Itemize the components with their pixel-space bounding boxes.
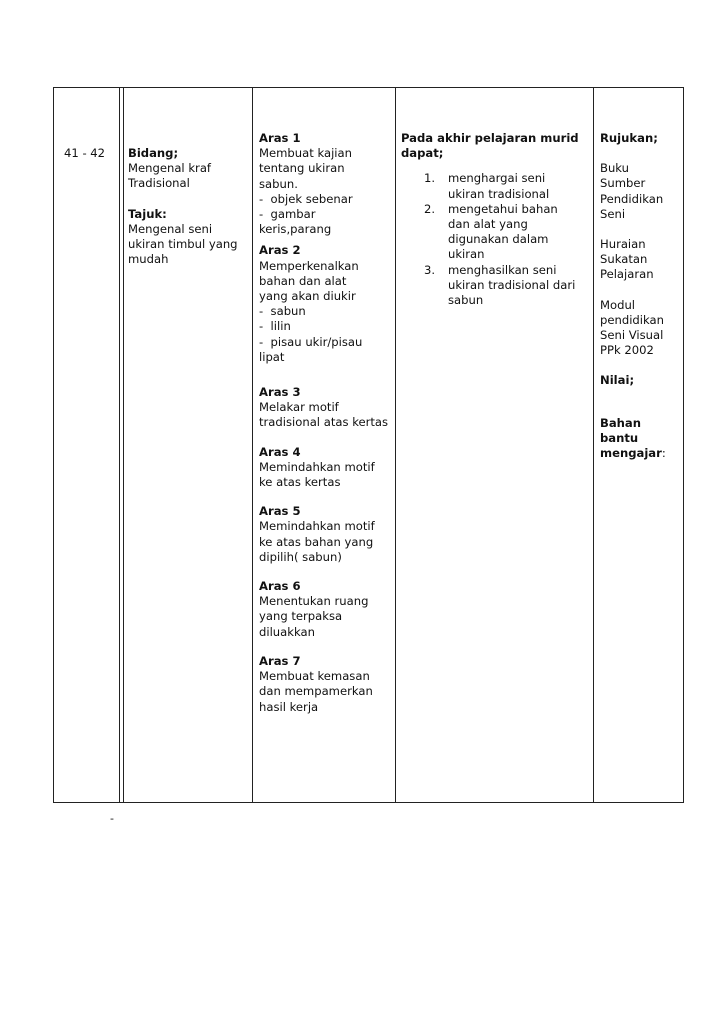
table-bottom-border: [53, 802, 684, 803]
list-line: mengetahui bahan: [448, 201, 558, 216]
nilai-label: Nilai;: [600, 373, 635, 388]
reference-line: Seni Visual: [600, 328, 664, 343]
reference-line: Huraian: [600, 237, 646, 252]
level-label: Aras 3: [259, 385, 301, 400]
level-line: dan mempamerkan: [259, 684, 373, 699]
list-number: 3.: [424, 262, 436, 277]
level-line: Menentukan ruang: [259, 594, 369, 609]
reference-line: PPk 2002: [600, 343, 654, 358]
level-line: Memindahkan motif: [259, 459, 375, 474]
bahan-label: bantu: [600, 430, 639, 445]
bidang-line: Tradisional: [128, 176, 190, 191]
level-block-6: [259, 579, 393, 640]
list-line: dan alat yang: [448, 217, 528, 232]
level-block-1: [259, 131, 393, 237]
level-line: Memindahkan motif: [259, 519, 375, 534]
level-block-5: [259, 504, 393, 565]
level-line: Melakar motif: [259, 400, 339, 415]
level-line: Memperkenalkan: [259, 258, 359, 273]
bidang-line: Mengenal kraf: [128, 161, 212, 176]
reference-line: Seni: [600, 206, 626, 221]
list-line: menghasilkan seni: [448, 262, 557, 277]
level-line: yang terpaksa: [259, 609, 343, 624]
table-right-border: [683, 87, 684, 803]
reference-line: pendidikan: [600, 312, 664, 327]
rujukan-label: Rujukan;: [600, 131, 658, 145]
level-label: Aras 1: [259, 131, 301, 145]
level-line: dipilih( sabun): [259, 549, 342, 564]
column-divider-4: [593, 87, 594, 803]
level-line: sabun.: [259, 176, 298, 191]
table-left-border: [53, 87, 54, 803]
list-item: [401, 263, 591, 309]
reference-line: Pelajaran: [600, 267, 654, 282]
objectives-intro: dapat;: [401, 146, 444, 161]
level-line: - gambar: [259, 207, 316, 222]
level-line: tradisional atas kertas: [259, 415, 389, 430]
reference-line: Sumber: [600, 176, 646, 191]
level-block-7: [259, 654, 393, 715]
level-line: - sabun: [259, 304, 306, 319]
level-label: Aras 7: [259, 653, 301, 668]
list-line: ukiran tradisional: [448, 186, 550, 201]
week-number: 41 - 42: [64, 146, 106, 160]
list-number: 2.: [424, 201, 436, 216]
column-divider-3: [395, 87, 396, 803]
list-item: [401, 202, 591, 263]
level-line: yang akan diukir: [259, 289, 356, 304]
lesson-plan-table: [53, 87, 684, 803]
tajuk-line: mudah: [128, 252, 169, 267]
list-line: sabun: [448, 293, 484, 308]
column-divider-1: [119, 87, 124, 803]
bahan-label: mengajar: [600, 446, 662, 461]
topic-cell: [128, 146, 250, 267]
level-line: - lilin: [259, 319, 291, 334]
level-line: tentang ukiran: [259, 161, 345, 176]
list-line: ukiran tradisional dari: [448, 277, 576, 292]
footer-mark: -: [110, 812, 114, 825]
level-line: - objek sebenar: [259, 191, 353, 206]
bahan-colon: :: [661, 446, 666, 461]
level-block-3: [259, 385, 393, 431]
reference-line: Modul: [600, 297, 636, 312]
reference-line: Pendidikan: [600, 191, 664, 206]
list-line: ukiran: [448, 247, 485, 262]
list-number: 1.: [424, 171, 436, 186]
list-line: menghargai seni: [448, 171, 546, 186]
column-divider-2: [252, 87, 253, 803]
level-line: diluakkan: [259, 624, 315, 639]
bahan-label-last: [600, 446, 682, 461]
objectives-list: [401, 171, 591, 308]
table-top-border: [53, 87, 684, 88]
tajuk-line: Mengenal seni: [128, 221, 213, 236]
objectives-cell: [401, 131, 591, 308]
level-line: - pisau ukir/pisau: [259, 334, 363, 349]
level-line: ke atas bahan yang: [259, 534, 374, 549]
level-line: hasil kerja: [259, 699, 319, 714]
references-cell: [600, 131, 682, 461]
reference-line: Sukatan: [600, 252, 648, 267]
level-line: keris,parang: [259, 222, 332, 237]
tajuk-label: Tajuk:: [128, 206, 167, 221]
level-line: Membuat kemasan: [259, 669, 370, 684]
level-label: Aras 5: [259, 504, 301, 519]
level-block-4: [259, 445, 393, 491]
level-label: Aras 4: [259, 444, 301, 459]
objectives-intro: Pada akhir pelajaran murid: [401, 131, 579, 145]
level-line: lipat: [259, 349, 285, 364]
level-block-2: [259, 243, 393, 365]
level-line: Membuat kajian: [259, 146, 352, 161]
bahan-label: Bahan: [600, 415, 641, 430]
tajuk-line: ukiran timbul yang: [128, 237, 238, 252]
list-item: [401, 171, 591, 201]
level-label: Aras 2: [259, 243, 301, 258]
level-label: Aras 6: [259, 579, 301, 594]
level-line: bahan dan alat: [259, 273, 347, 288]
reference-line: Buku: [600, 161, 630, 176]
list-line: digunakan dalam: [448, 232, 549, 247]
levels-cell: [259, 131, 393, 729]
bidang-label: Bidang;: [128, 146, 179, 160]
week-cell: [64, 146, 105, 161]
level-line: ke atas kertas: [259, 475, 341, 490]
